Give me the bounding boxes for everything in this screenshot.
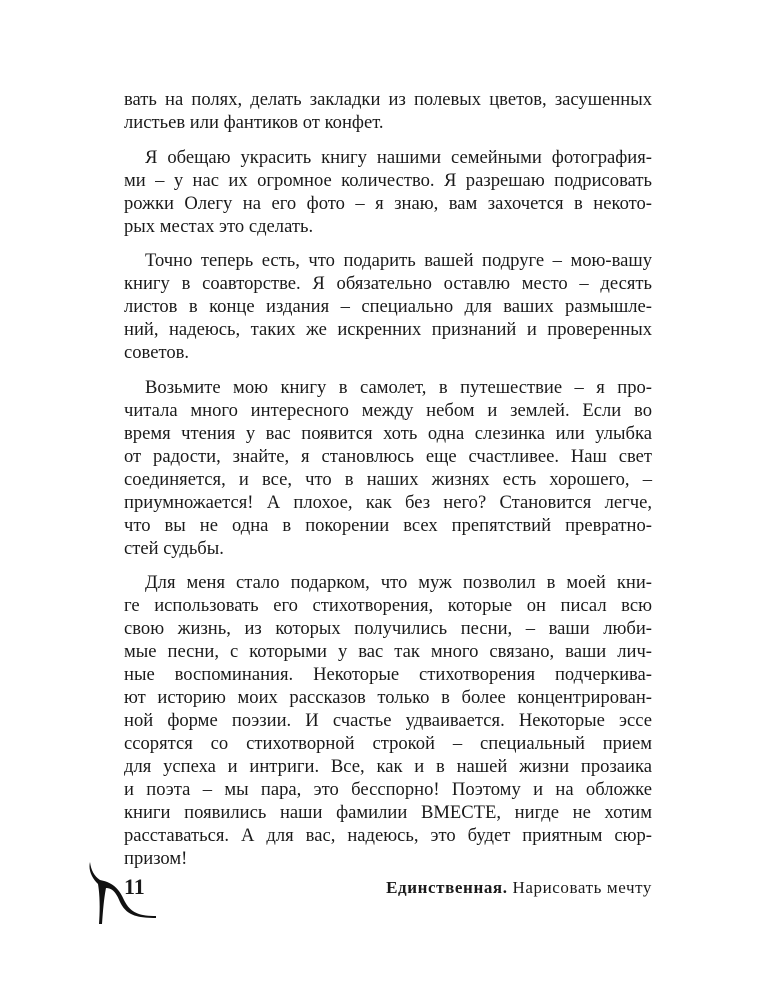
text-line: призом! — [124, 848, 188, 869]
text-line: расставаться. А для вас, надеюсь, это будет приятным сюр- — [124, 825, 652, 846]
text-line: что вы не одна в покорении всех препятствий превратно- — [124, 514, 652, 536]
text-line: мые песни, с которыми у вас так много связано, ваши лич- — [124, 641, 652, 662]
paragraph — [124, 249, 652, 364]
text-line: книгу в соавторстве. Я обязательно оставлю место – десять — [124, 273, 652, 294]
text-line: время чтения у вас появится хоть одна слезинка или улыбка — [124, 422, 652, 444]
text-line: от радости, знайте, я становлюсь еще счастливее. Наш свет — [124, 445, 652, 467]
text-line: ют историю моих рассказов только в более концентрирован- — [124, 687, 652, 708]
book-subtitle: Нарисовать мечту — [512, 878, 652, 897]
paragraph — [124, 88, 652, 134]
text-line: советов. — [124, 342, 190, 363]
page-body — [124, 88, 652, 882]
text-line: Я обещаю украсить книгу нашими семейными фотография- — [145, 146, 652, 168]
text-line: приумножается! А плохое, как без него? Становится легче, — [124, 491, 652, 513]
running-title — [386, 877, 652, 899]
paragraph — [124, 146, 652, 238]
text-line: соединяется, и все, что в наших жизнях есть хорошего, – — [124, 468, 652, 490]
text-line: стей судьбы. — [124, 537, 224, 559]
paragraph — [124, 376, 652, 560]
text-line: ссорятся со стихотворной строкой – специальный прием — [124, 733, 652, 754]
text-line: и поэта – мы пара, это бесспорно! Поэтому и на обложке — [124, 779, 652, 800]
high-heel-icon — [86, 860, 158, 926]
text-line: Возьмите мою книгу в самолет, в путешествие – я про- — [145, 376, 652, 398]
text-line: листов в конце издания – специально для ваших размышле- — [124, 296, 652, 317]
text-line: Точно теперь есть, что подарить вашей подруге – мою-вашу — [145, 250, 652, 271]
page-footer — [0, 872, 760, 942]
paragraph — [124, 571, 652, 870]
text-line: Для меня стало подарком, что муж позволил в моей кни- — [145, 572, 652, 593]
text-line: ге использовать его стихотворения, которые он писал всю — [124, 595, 652, 616]
page-number: 11 — [124, 874, 145, 899]
text-line: ми – у нас их огромное количество. Я разрешаю подрисовать — [124, 169, 652, 191]
text-line: книги появились наши фамилии ВМЕСТЕ, нигде не хотим — [124, 802, 652, 823]
text-line: для успеха и интриги. Все, как и в нашей жизни прозаика — [124, 756, 652, 777]
text-line: ной форме поэзии. И счастье удваивается. Некоторые эссе — [124, 710, 652, 731]
text-line: ний, надеюсь, таких же искренних признаний и проверенных — [124, 319, 652, 340]
text-line: ные воспоминания. Некоторые стихотворения подчеркива- — [124, 664, 652, 685]
text-line: рых местах это сделать. — [124, 215, 314, 237]
book-title: Единственная. — [386, 878, 508, 897]
text-line: читала много интересного между небом и землей. Если во — [124, 399, 652, 421]
text-line: рожки Олегу на его фото – я знаю, вам захочется в некото- — [124, 192, 652, 214]
text-line: листьев или фантиков от конфет. — [124, 112, 384, 133]
text-line: свою жизнь, из которых получились песни, – ваши люби- — [124, 618, 652, 639]
text-line: вать на полях, делать закладки из полевых цветов, засушенных — [124, 89, 652, 110]
